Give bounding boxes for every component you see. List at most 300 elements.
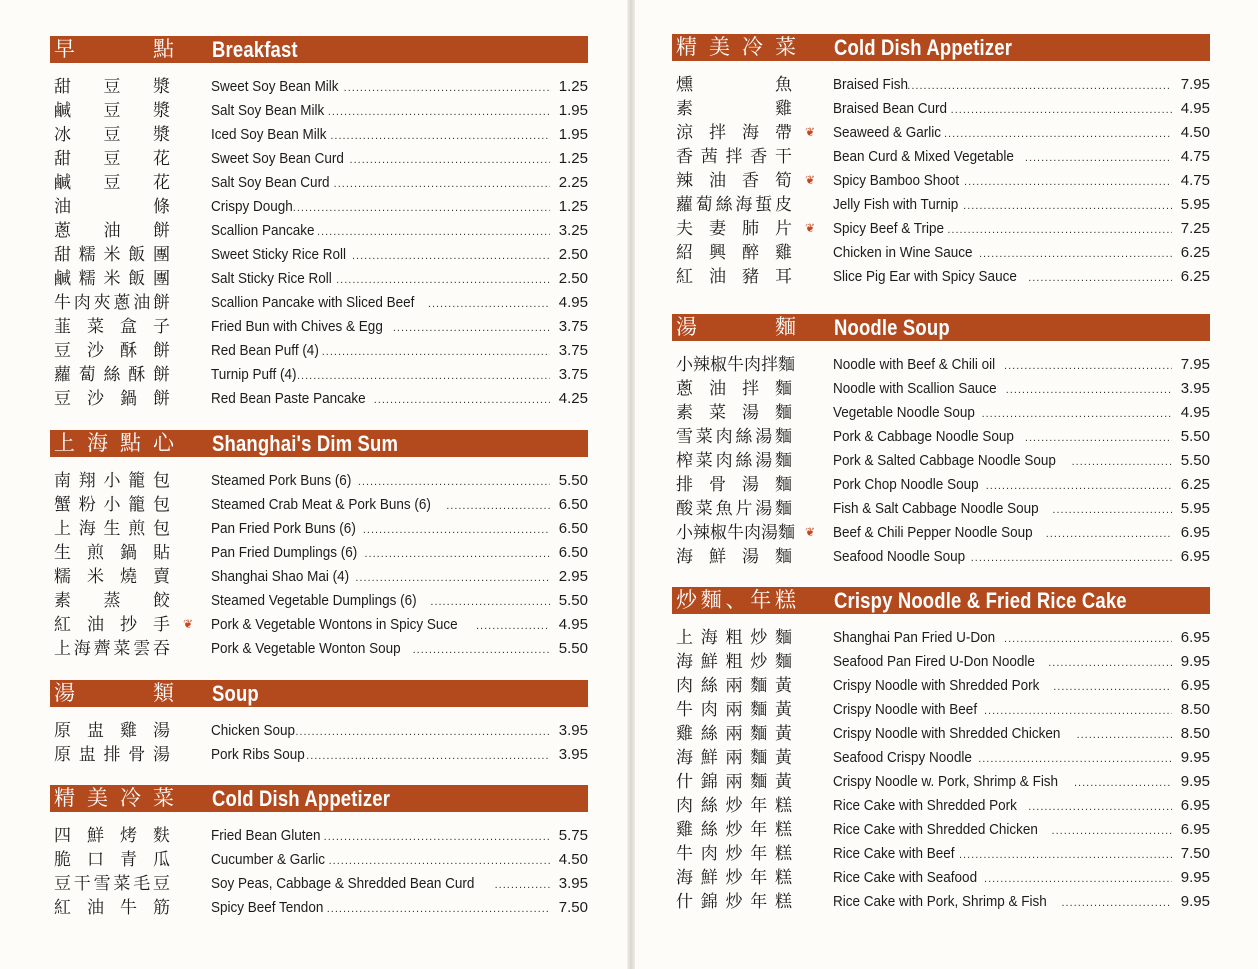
item-name-zh: 上海生煎包 xyxy=(54,519,170,539)
item-name-zh: 蘿蔔絲酥餅 xyxy=(54,365,170,385)
item-name-zh: 涼拌海帶 xyxy=(676,123,792,143)
menu-item xyxy=(672,353,1210,377)
item-line xyxy=(833,475,1210,496)
item-line xyxy=(833,427,1210,448)
menu-item xyxy=(672,545,1210,569)
item-price: 8.50 xyxy=(1180,725,1210,742)
menu-section xyxy=(50,785,588,920)
item-line xyxy=(833,451,1210,472)
menu-item xyxy=(672,193,1210,217)
item-price: 2.25 xyxy=(558,174,588,191)
menu-section xyxy=(50,680,588,767)
item-price: 5.50 xyxy=(1180,452,1210,469)
item-line xyxy=(211,898,588,919)
item-name-en: Spicy Beef & Tripe xyxy=(833,220,945,237)
item-name-en: Pan Fried Dumplings (6) xyxy=(211,544,358,561)
section-title-zh: 湯類 xyxy=(54,681,174,705)
item-list xyxy=(672,73,1210,289)
item-name-en: Pork Ribs Soup xyxy=(211,746,305,763)
item-price: 6.25 xyxy=(1180,244,1210,261)
menu-item xyxy=(50,637,588,661)
menu-item xyxy=(672,97,1210,121)
dot-leader xyxy=(1028,797,1172,817)
item-line xyxy=(211,365,588,386)
dot-leader xyxy=(329,851,550,871)
dot-leader xyxy=(979,244,1172,264)
item-line xyxy=(211,221,588,242)
item-line xyxy=(833,379,1210,400)
item-name-en: Pork Chop Noodle Soup xyxy=(833,476,979,493)
dot-leader xyxy=(907,76,1172,96)
item-price: 6.25 xyxy=(1180,268,1210,285)
menu-item xyxy=(50,541,588,565)
item-name-zh: 雪菜肉絲湯麵 xyxy=(676,427,792,447)
item-name-en: Sweet Soy Bean Curd xyxy=(211,150,344,167)
item-name-zh: 上海薺菜雲吞 xyxy=(54,639,170,659)
item-name-en: Sweet Soy Bean Milk xyxy=(211,78,339,95)
dot-leader xyxy=(355,568,550,588)
dot-leader xyxy=(984,869,1172,889)
menu-item xyxy=(672,217,1210,241)
item-price: 6.95 xyxy=(1180,821,1210,838)
item-name-zh: 蘿蔔絲海蜇皮 xyxy=(676,195,792,215)
section-title-en: Breakfast xyxy=(212,37,298,62)
dot-leader xyxy=(959,845,1172,865)
dot-leader xyxy=(1025,428,1172,448)
item-price: 6.50 xyxy=(558,520,588,537)
section-header xyxy=(50,680,588,707)
item-name-zh: 脆口青瓜 xyxy=(54,850,170,870)
item-line xyxy=(833,844,1210,865)
item-name-zh: 肉絲兩麵黃 xyxy=(676,676,792,696)
item-name-zh: 原盅排骨湯 xyxy=(54,745,170,765)
menu-item xyxy=(50,589,588,613)
menu-item xyxy=(50,719,588,743)
dot-leader xyxy=(334,174,550,194)
dot-leader xyxy=(350,150,550,170)
item-line xyxy=(833,195,1210,216)
item-line xyxy=(211,173,588,194)
menu-item xyxy=(50,99,588,123)
item-name-en: Braised Bean Curd xyxy=(833,100,948,117)
item-name-zh: 甜豆漿 xyxy=(54,77,170,97)
dot-leader xyxy=(947,220,1172,240)
item-name-zh: 紹興醉雞 xyxy=(676,243,792,263)
item-name-en: Noodle with Beef & Chili oil xyxy=(833,356,996,373)
item-price: 4.25 xyxy=(558,390,588,407)
section-title-en: Cold Dish Appetizer xyxy=(212,786,391,811)
menu-item xyxy=(672,377,1210,401)
item-name-zh: 辣油香筍 xyxy=(676,171,792,191)
item-line xyxy=(833,700,1210,721)
menu-item xyxy=(50,469,588,493)
menu-item xyxy=(672,521,1210,545)
item-price: 6.50 xyxy=(558,496,588,513)
dot-leader xyxy=(352,246,550,266)
item-line xyxy=(211,341,588,362)
item-name-zh: 豆干雪菜毛豆 xyxy=(54,874,170,894)
dot-leader xyxy=(944,124,1172,144)
menu-item xyxy=(50,147,588,171)
menu-section xyxy=(50,36,588,411)
item-price: 4.50 xyxy=(1180,124,1210,141)
item-list xyxy=(50,75,588,411)
item-name-zh: 素菜湯麵 xyxy=(676,403,792,423)
item-name-en: Rice Cake with Shredded Chicken xyxy=(833,821,1038,838)
section-title-zh: 精美冷菜 xyxy=(676,35,796,59)
item-name-en: Fish & Salt Cabbage Noodle Soup xyxy=(833,500,1039,517)
item-name-en: Seafood Pan Fired U-Don Noodle xyxy=(833,653,1035,670)
dot-leader xyxy=(446,496,550,516)
item-name-en: Braised Fish xyxy=(833,76,909,93)
item-line xyxy=(211,269,588,290)
item-price: 4.95 xyxy=(558,294,588,311)
menu-item xyxy=(672,650,1210,674)
item-line xyxy=(833,820,1210,841)
item-price: 5.50 xyxy=(558,472,588,489)
item-line xyxy=(211,721,588,742)
item-name-en: Spicy Bamboo Shoot xyxy=(833,172,960,189)
item-price: 4.75 xyxy=(1180,148,1210,165)
item-name-zh: 豆沙鍋餅 xyxy=(54,389,170,409)
item-name-zh: 榨菜肉絲湯麵 xyxy=(676,451,792,471)
item-price: 9.95 xyxy=(1180,869,1210,886)
item-line xyxy=(833,123,1210,144)
dot-leader xyxy=(986,476,1172,496)
item-price: 5.95 xyxy=(1180,196,1210,213)
item-name-zh: 油條 xyxy=(54,197,170,217)
item-name-en: Pan Fried Pork Buns (6) xyxy=(211,520,356,537)
item-line xyxy=(211,101,588,122)
menu-item xyxy=(50,195,588,219)
item-name-en: Seafood Crispy Noodle xyxy=(833,749,972,766)
menu-item xyxy=(672,746,1210,770)
item-price: 2.95 xyxy=(558,568,588,585)
dot-leader xyxy=(327,899,550,919)
section-title-en: Crispy Noodle & Fried Rice Cake xyxy=(834,588,1127,613)
item-price: 2.50 xyxy=(558,270,588,287)
item-price: 6.95 xyxy=(1180,677,1210,694)
item-name-en: Soy Peas, Cabbage & Shredded Bean Curd xyxy=(211,875,475,892)
item-name-en: Pork & Salted Cabbage Noodle Soup xyxy=(833,452,1056,469)
item-line xyxy=(833,724,1210,745)
dot-leader xyxy=(1046,524,1172,544)
item-name-en: Salt Sticky Rice Roll xyxy=(211,270,332,287)
dot-leader xyxy=(297,366,550,386)
item-price: 2.50 xyxy=(558,246,588,263)
menu-item xyxy=(50,848,588,872)
item-price: 1.25 xyxy=(558,78,588,95)
menu-item xyxy=(50,493,588,517)
item-name-en: Crispy Noodle with Shredded Pork xyxy=(833,677,1040,694)
dot-leader xyxy=(982,404,1172,424)
menu-section xyxy=(672,34,1210,289)
dot-leader xyxy=(324,827,550,847)
menu-section xyxy=(672,587,1210,914)
dot-leader xyxy=(1025,148,1172,168)
item-name-zh: 海鮮炒年糕 xyxy=(676,868,792,888)
item-name-zh: 燻魚 xyxy=(676,75,792,95)
dot-leader xyxy=(306,746,550,766)
item-name-zh: 冰豆漿 xyxy=(54,125,170,145)
item-line xyxy=(833,547,1210,568)
item-line xyxy=(211,567,588,588)
menu-item xyxy=(50,315,588,339)
item-name-zh: 蔥油拌麵 xyxy=(676,379,792,399)
menu-item xyxy=(672,866,1210,890)
dot-leader xyxy=(1077,725,1172,745)
item-list xyxy=(672,353,1210,569)
dot-leader xyxy=(964,172,1172,192)
chili-pepper-icon: ❦ xyxy=(805,525,816,539)
item-name-zh: 生煎鍋貼 xyxy=(54,543,170,563)
item-name-en: Fried Bun with Chives & Egg xyxy=(211,318,383,335)
item-name-en: Jelly Fish with Turnip xyxy=(833,196,959,213)
item-name-zh: 酸菜魚片湯麵 xyxy=(676,499,792,519)
item-line xyxy=(833,75,1210,96)
item-price: 4.75 xyxy=(1180,172,1210,189)
item-list xyxy=(50,719,588,767)
item-name-zh: 紅油抄手 xyxy=(54,615,170,635)
dot-leader xyxy=(978,749,1172,769)
menu-item xyxy=(50,872,588,896)
item-name-en: Scallion Pancake xyxy=(211,222,315,239)
item-name-en: Rice Cake with Beef xyxy=(833,845,955,862)
item-line xyxy=(833,652,1210,673)
item-line xyxy=(211,471,588,492)
item-price: 9.95 xyxy=(1180,653,1210,670)
item-name-en: Beef & Chili Pepper Noodle Soup xyxy=(833,524,1033,541)
menu-item xyxy=(50,613,588,637)
item-line xyxy=(833,267,1210,288)
item-name-en: Rice Cake with Pork, Shrimp & Fish xyxy=(833,893,1047,910)
item-line xyxy=(833,628,1210,649)
item-name-zh: 鹹糯米飯團 xyxy=(54,269,170,289)
menu-item xyxy=(672,473,1210,497)
item-name-zh: 糯米燒賣 xyxy=(54,567,170,587)
menu-item xyxy=(50,363,588,387)
item-name-en: Seaweed & Garlic xyxy=(833,124,942,141)
menu-item xyxy=(672,241,1210,265)
menu-item xyxy=(672,890,1210,914)
item-price: 4.95 xyxy=(1180,100,1210,117)
item-name-zh: 小辣椒牛肉拌麵 xyxy=(676,355,795,375)
item-name-zh: 小辣椒牛肉湯麵 xyxy=(676,523,795,543)
menu-section xyxy=(50,430,588,661)
item-line xyxy=(211,245,588,266)
item-line xyxy=(211,197,588,218)
dot-leader xyxy=(1052,821,1172,841)
chili-pepper-icon: ❦ xyxy=(805,173,816,187)
item-name-en: Noodle with Scallion Sauce xyxy=(833,380,997,397)
item-name-zh: 甜糯米飯團 xyxy=(54,245,170,265)
item-name-en: Pork & Vegetable Wontons in Spicy Suce xyxy=(211,616,458,633)
item-line xyxy=(833,499,1210,520)
menu-item xyxy=(672,449,1210,473)
item-price: 3.75 xyxy=(558,366,588,383)
dot-leader xyxy=(344,78,550,98)
section-header xyxy=(672,34,1210,61)
item-name-zh: 海鮮兩麵黃 xyxy=(676,748,792,768)
item-price: 1.25 xyxy=(558,150,588,167)
item-line xyxy=(833,99,1210,120)
item-name-en: Sweet Sticky Rice Roll xyxy=(211,246,347,263)
dot-leader xyxy=(1048,653,1172,673)
dot-leader xyxy=(971,548,1172,568)
section-title-en: Cold Dish Appetizer xyxy=(834,35,1013,60)
menu-item xyxy=(50,123,588,147)
item-name-zh: 香茜拌香干 xyxy=(676,147,792,167)
item-price: 9.95 xyxy=(1180,773,1210,790)
item-price: 3.95 xyxy=(1180,380,1210,397)
menu-item xyxy=(50,171,588,195)
section-title-zh: 早點 xyxy=(54,37,174,61)
section-title-zh: 上海點心 xyxy=(54,431,174,455)
item-name-en: Chicken in Wine Sauce xyxy=(833,244,973,261)
menu-item xyxy=(50,267,588,291)
item-name-en: Rice Cake with Seafood xyxy=(833,869,978,886)
menu-item xyxy=(672,794,1210,818)
item-price: 6.95 xyxy=(1180,548,1210,565)
dot-leader xyxy=(293,198,550,218)
item-line xyxy=(833,772,1210,793)
item-line xyxy=(833,147,1210,168)
item-price: 7.95 xyxy=(1180,356,1210,373)
item-price: 7.25 xyxy=(1180,220,1210,237)
item-name-en: Turnip Puff (4) xyxy=(211,366,297,383)
dot-leader xyxy=(374,390,550,410)
menu-item xyxy=(50,291,588,315)
item-line xyxy=(211,317,588,338)
dot-leader xyxy=(363,520,550,540)
item-name-en: Pork & Cabbage Noodle Soup xyxy=(833,428,1014,445)
dot-leader xyxy=(1072,452,1172,472)
item-line xyxy=(211,615,588,636)
dot-leader xyxy=(413,640,550,660)
menu-item xyxy=(672,73,1210,97)
item-price: 6.50 xyxy=(558,544,588,561)
item-name-en: Spicy Beef Tendon xyxy=(211,899,324,916)
item-name-zh: 韮菜盒子 xyxy=(54,317,170,337)
item-price: 3.95 xyxy=(558,746,588,763)
menu-item xyxy=(50,75,588,99)
chili-pepper-icon: ❦ xyxy=(805,125,816,139)
item-line xyxy=(833,219,1210,240)
item-name-en: Fried Bean Gluten xyxy=(211,827,321,844)
menu-item xyxy=(672,626,1210,650)
item-name-en: Salt Soy Bean Milk xyxy=(211,102,325,119)
dot-leader xyxy=(1004,356,1172,376)
item-name-zh: 四鮮烤麩 xyxy=(54,826,170,846)
item-line xyxy=(211,495,588,516)
item-name-en: Red Bean Puff (4) xyxy=(211,342,319,359)
item-price: 3.95 xyxy=(558,875,588,892)
section-header xyxy=(50,785,588,812)
dot-leader xyxy=(322,342,550,362)
dot-leader xyxy=(330,126,550,146)
item-name-zh: 什錦兩麵黃 xyxy=(676,772,792,792)
item-price: 4.50 xyxy=(558,851,588,868)
item-name-zh: 肉絲炒年糕 xyxy=(676,796,792,816)
menu-item xyxy=(50,896,588,920)
section-title-zh: 湯麵 xyxy=(676,315,796,339)
item-name-zh: 夫妻肺片 xyxy=(676,219,792,239)
item-name-en: Crispy Noodle with Shredded Chicken xyxy=(833,725,1061,742)
item-name-en: Steamed Pork Buns (6) xyxy=(211,472,352,489)
chili-pepper-icon: ❦ xyxy=(805,221,816,235)
menu-item xyxy=(672,169,1210,193)
dot-leader xyxy=(295,722,550,742)
item-line xyxy=(211,389,588,410)
item-name-zh: 排骨湯麵 xyxy=(676,475,792,495)
item-name-en: Cucumber & Garlic xyxy=(211,851,326,868)
item-name-en: Slice Pig Ear with Spicy Sauce xyxy=(833,268,1017,285)
item-line xyxy=(211,639,588,660)
chili-pepper-icon: ❦ xyxy=(183,617,194,631)
item-line xyxy=(211,543,588,564)
item-name-zh: 牛肉夾蔥油餅 xyxy=(54,293,170,313)
item-line xyxy=(211,149,588,170)
item-line xyxy=(211,850,588,871)
dot-leader xyxy=(317,222,550,242)
dot-leader xyxy=(1028,268,1172,288)
menu-item xyxy=(672,722,1210,746)
item-name-en: Steamed Crab Meat & Pork Buns (6) xyxy=(211,496,431,513)
menu-item xyxy=(672,818,1210,842)
dot-leader xyxy=(1006,380,1172,400)
item-name-en: Scallion Pancake with Sliced Beef xyxy=(211,294,415,311)
item-line xyxy=(833,355,1210,376)
section-header xyxy=(672,587,1210,614)
menu-item xyxy=(672,401,1210,425)
item-name-zh: 雞絲炒年糕 xyxy=(676,820,792,840)
item-line xyxy=(833,796,1210,817)
item-name-en: Vegetable Noodle Soup xyxy=(833,404,975,421)
item-line xyxy=(833,403,1210,424)
item-name-en: Iced Soy Bean Milk xyxy=(211,126,327,143)
section-title-zh: 精美冷菜 xyxy=(54,786,174,810)
item-line xyxy=(211,745,588,766)
item-list xyxy=(672,626,1210,914)
item-name-zh: 甜豆花 xyxy=(54,149,170,169)
item-list xyxy=(50,824,588,920)
item-line xyxy=(833,868,1210,889)
item-line xyxy=(211,591,588,612)
item-line xyxy=(833,171,1210,192)
item-price: 1.95 xyxy=(558,102,588,119)
item-price: 9.95 xyxy=(1180,893,1210,910)
dot-leader xyxy=(963,196,1172,216)
menu-item xyxy=(50,517,588,541)
item-name-zh: 鹹豆漿 xyxy=(54,101,170,121)
menu-item xyxy=(50,743,588,767)
item-price: 6.25 xyxy=(1180,476,1210,493)
item-name-zh: 蟹粉小籠包 xyxy=(54,495,170,515)
menu-item xyxy=(672,121,1210,145)
item-line xyxy=(211,77,588,98)
item-name-zh: 什錦炒年糕 xyxy=(676,892,792,912)
item-price: 6.95 xyxy=(1180,629,1210,646)
dot-leader xyxy=(358,472,550,492)
item-name-en: Red Bean Paste Pancake xyxy=(211,390,366,407)
item-line xyxy=(833,892,1210,913)
section-title-en: Noodle Soup xyxy=(834,315,950,340)
page-fold xyxy=(627,0,635,969)
dot-leader xyxy=(1004,629,1172,649)
item-name-en: Crispy Noodle with Beef xyxy=(833,701,978,718)
item-name-zh: 素蒸餃 xyxy=(54,591,170,611)
item-price: 5.95 xyxy=(1180,500,1210,517)
